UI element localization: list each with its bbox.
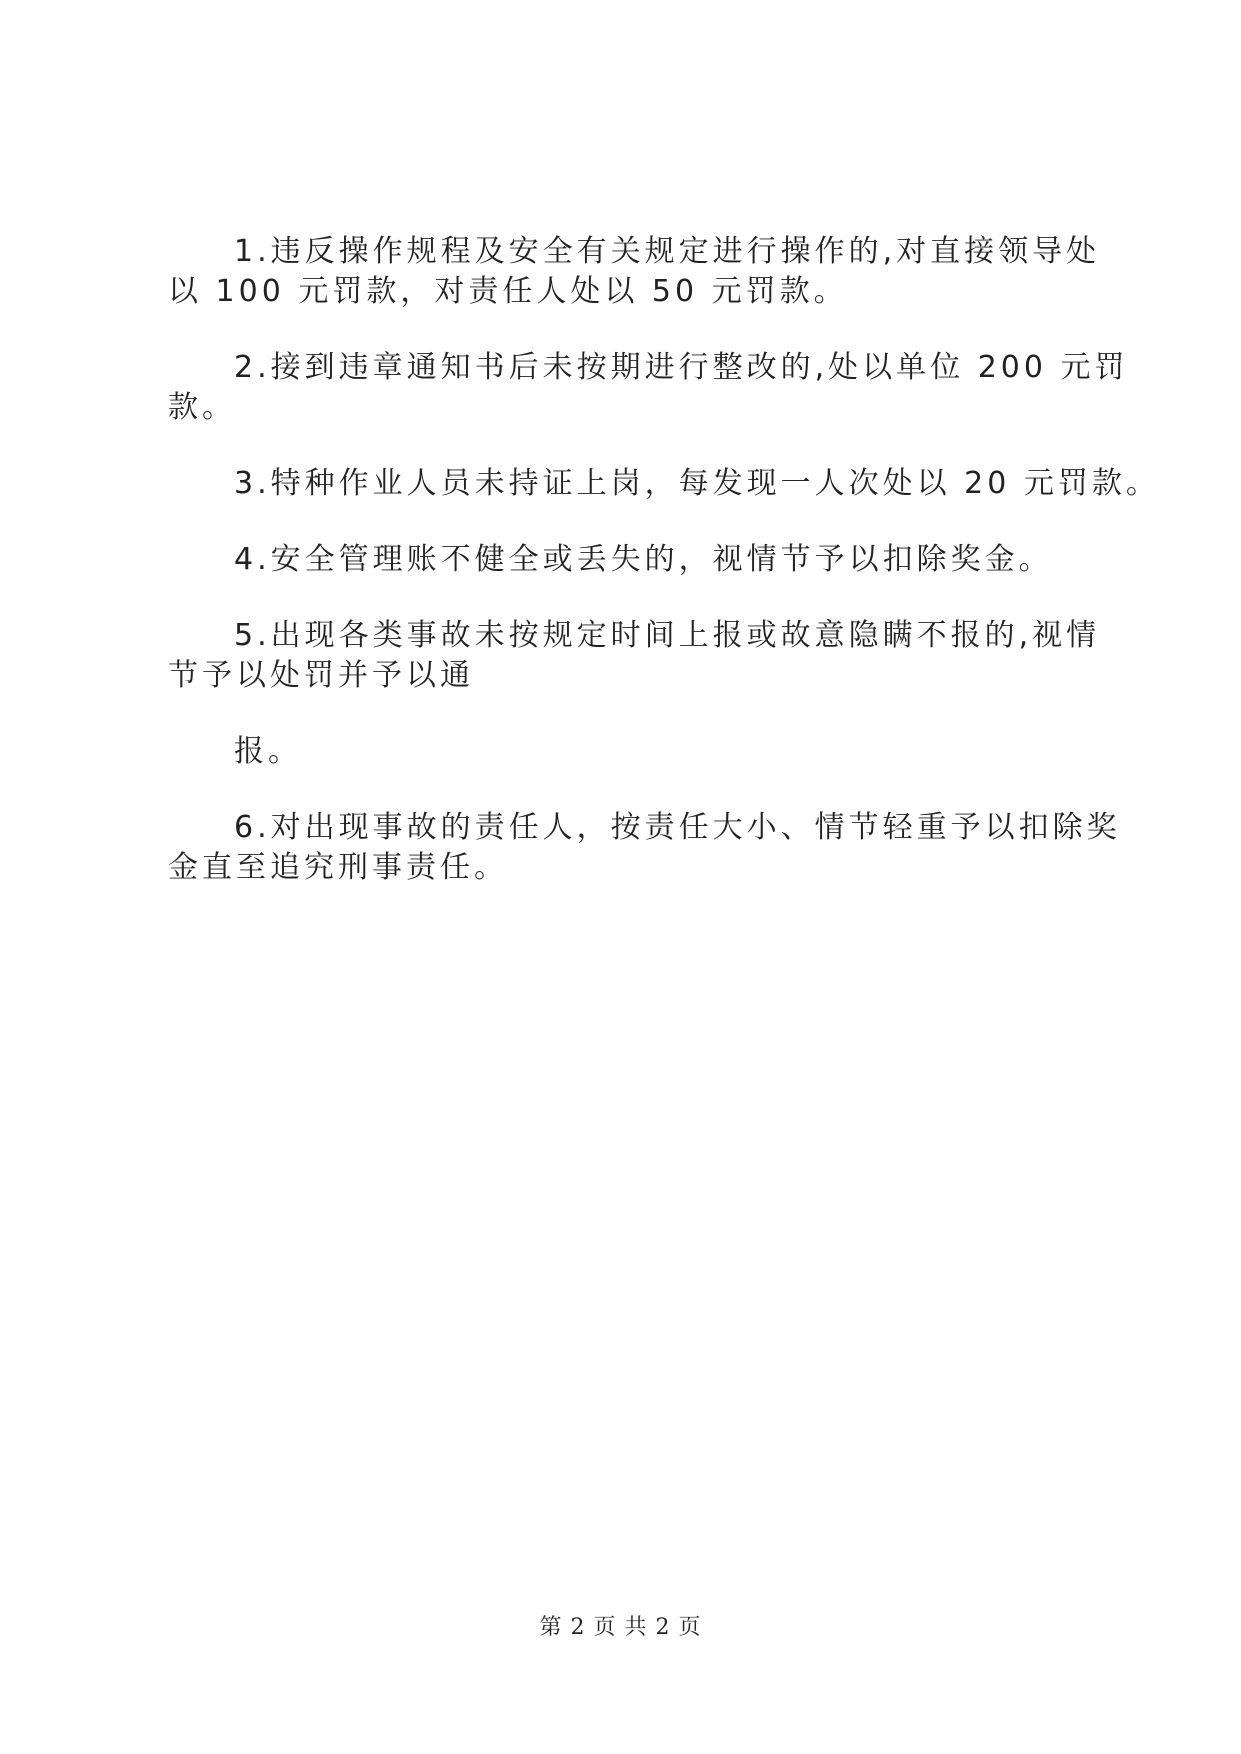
item-5-line-2: 节予以处罚并予以通 [168, 658, 474, 693]
item-1-line-1: 1.违反操作规程及安全有关规定进行操作的,对直接领导处 [234, 234, 1101, 269]
page-footer: 第 2 页 共 2 页 [539, 1615, 702, 1640]
item-1-line-2: 以 100 元罚款，对责任人处以 50 元罚款。 [168, 274, 848, 309]
document-body [168, 232, 1160, 888]
item-5-line-3: 报。 [234, 734, 302, 769]
item-6-line-1: 6.对出现事故的责任人，按责任大小、情节轻重予以扣除奖 [234, 810, 1121, 845]
item-6-line-2: 金直至追究刑事责任。 [168, 850, 508, 885]
item-2-line-1: 2.接到违章通知书后未按期进行整改的,处以单位 200 元罚 [234, 350, 1129, 385]
item-3-line-1: 3.特种作业人员未持证上岗，每发现一人次处以 20 元罚款。 [234, 466, 1160, 501]
item-2-line-2: 款。 [168, 390, 236, 425]
item-5-line-1: 5.出现各类事故未按规定时间上报或故意隐瞒不报的,视情 [234, 618, 1101, 653]
item-4-line-1: 4.安全管理账不健全或丢失的，视情节予以扣除奖金。 [234, 542, 1053, 577]
